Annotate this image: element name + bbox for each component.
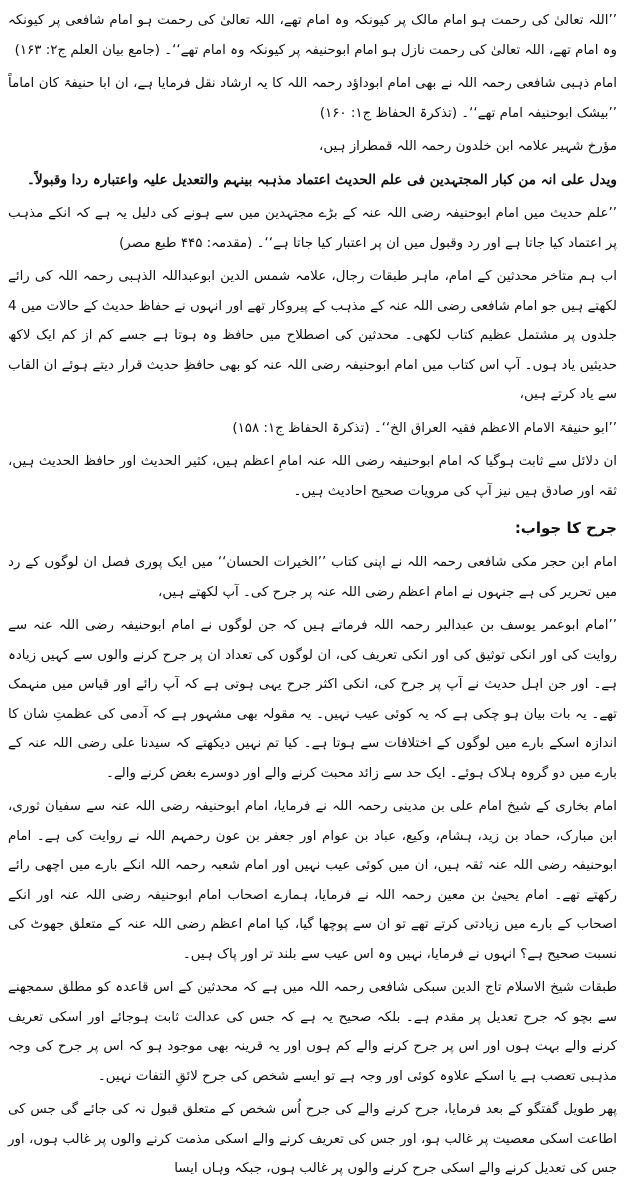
paragraph-yusuf-ibn-abdul-barr: ’’امام ابوعمر یوسف بن عبدالبر رحمہ اللہ فرماتے ہیں کہ جن لوگوں نے امام ابوحنیفہ رضی اللہ عنہ سے روایت کی اور انکی توثیق کی اور انکی تعریف کی، ان لوگوں کی تعداد ان پر جرح کرنے والوں سے کہیں زیادہ ہے۔ اور جن اہل حدیث نے آپ پر جرح کی، انکی اکثر جرح یہی ہوتی ہے کہ آپ رائے اور قیاس میں منہمک تھے۔ یہ بات بیان ہو چکی ہے کہ یہ کوئی عیب نہیں۔ یہ مقولہ بھی مشہور ہے کہ آدمی کی عظمتِ شان کا اندازہ اسکے بارے میں لوگوں کے اختلافات سے ہوتا ہے۔ کیا تم نہیں دیکھتے کہ سیدنا علی رضی اللہ عنہ کے بارے میں دو گروہ ہلاک ہوئے۔ ایک حد سے زائد محبت کرنے والے اور دوسرے بغض کرنے والے۔	[8, 618, 617, 781]
paragraph-tadhkira-quote: ’’ابو حنیفۃ الامام الاعظم فقیہ العراق الخ‘‘۔ (تذکرۃ الحفاظ ج۱: ۱۵۸)	[232, 420, 617, 436]
paragraph-ali-ibn-madini: امام بخاری کے شیخ امام علی بن مدینی رحمہ اللہ نے فرمایا، امام ابوحنیفہ رضی اللہ عنہ سے سفیان ثوری، ابن مبارک، حماد بن زید، ہشام، وکیع، عباد بن عوام اور جعفر بن عون رحمہم اللہ نے روایت کی ہے۔ امام ابوحنیفہ رضی اللہ عنہ ثقہ ہیں، ان میں کوئی عیب نہیں اور امام شعبہ رحمہ اللہ انکے بارے میں اچھی رائے رکھتے تھے۔ امام یحییٰ بن معین رحمہ اللہ نے فرمایا، ہمارے اصحاب امام ابوحنیفہ رضی اللہ عنہ اور انکے اصحاب کے بارے میں زیادتی کرتے تھے تو ان سے پوچھا گیا، کیا امام اعظم رضی اللہ عنہ کے متعلق جھوٹ کی نسبت صحیح ہے؟ انہوں نے فرمایا، نہیں وہ اس عیب سے بلند تر اور پاک ہیں۔	[8, 799, 617, 962]
paragraph-muqaddimah-translation: ’’علم حدیث میں امام ابوحنیفہ رضی اللہ عنہ کے بڑے مجتہدین میں سے ہونے کی دلیل یہ ہے کہ انکے مذہب پر اعتماد کیا جاتا ہے اور رد وقبول میں ان پر اعتبار کیا جاتا ہے‘‘۔ (مقدمہ: ۴۴۵ طبع مصر)	[8, 206, 617, 251]
paragraph-ibn-abdul-barr-quote: ’’اللہ تعالیٰ کی رحمت ہو امام مالک پر کیونکہ وہ امام تھے، اللہ تعالیٰ کی رحمت ہو امام شافعی پر کیونکہ وہ امام تھے، اللہ تعالیٰ کی رحمت نازل ہو امام ابوحنیفہ پر کیونکہ وہ امام تھے‘‘۔ (جامع بیان العلم ج۲: ۱۶۳)	[8, 13, 617, 58]
paragraph-arabic-quote: ویدل علی انہ من کبار المجتہدین فی علم الحدیث اعتماد مذہبہ بینہم والتعدیل علیہ واعتبارہ ردا وقبولاً۔	[27, 171, 617, 188]
paragraph-ibn-khaldun-intro: مؤرخ شہیر علامہ ابن خلدون رحمہ اللہ قمطراز ہیں،	[319, 139, 617, 154]
paragraph-long-discussion: پھر طویل گفتگو کے بعد فرمایا، جرح کرنے والے کی جرح اُس شخص کے متعلق قبول نہ کی جائے گی جس کی اطاعت اسکی معصیت پر غالب ہو، اور جس کی تعریف کرنے والے اسکی مذمت کرنے والوں پر غالب ہوں، اور جس کی تعدیل کرنے والے اسکی جرح کرنے والوں پر غالب ہوں، جبکہ وہاں ایسا	[8, 1102, 617, 1176]
paragraph-tabaqat-subki: طبقات شیخ الاسلام تاج الدین سبکی شافعی رحمہ اللہ میں ہے کہ محدثین کے اس قاعدہ کو مطلق سمجھنے سے بچو کہ جرح تعدیل پر مقدم ہے۔ بلکہ صحیح یہ ہے کہ جس کی عدالت ثابت ہوجائے اور اسکی تعریف کرنے والے بہت ہوں اور اس پر جرح کرنے والے کم ہوں اور یہ قرینہ بھی موجود ہو کہ اس پر جرح کی وجہ مذہبی تعصب ہے یا اسکے علاوہ کوئی اور وجہ ہے تو ایسے شخص کی جرح لائقِ التفات نہیں۔	[8, 980, 617, 1084]
paragraph-zahabi-tadhkira: اب ہم متاخر محدثین کے امام، ماہر طبقات رجال، علامہ شمس الدین ابوعبداللہ الذہبی رحمہ اللہ کی رائے لکھتے ہیں جو امام شافعی رضی اللہ عنہ کے مذہب کے پیروکار تھے اور انہوں نے حفاظ حدیث کے حالات میں 4 جلدوں پر مشتمل عظیم کتاب لکھی۔ محدثین کی اصطلاح میں حافظ وہ ہوتا ہے جسے کم از کم ایک لاکھ حدیثیں یاد ہوں۔ آپ اس کتاب میں امام ابوحنیفہ رضی اللہ عنہ کو بھی حافظِ حدیث قرار دیتے ہوئے ان القاب سے یاد کرتے ہیں،	[8, 269, 617, 402]
section-heading-jarh-reply: جرح کا جواب:	[514, 519, 617, 537]
paragraph-zahabi-abudawud: امام ذہبی شافعی رحمہ اللہ نے بھی امام ابوداؤد رحمہ اللہ کا یہ ارشاد نقل فرمایا ہے، ان ابا حنیفۃ کان اماماً ’’بیشک ابوحنیفہ امام تھے‘‘۔ (تذکرۃ الحفاظ ج۱: ۱۶۰)	[8, 76, 617, 121]
paragraph-ibn-hajar-makki: امام ابن حجر مکی شافعی رحمہ اللہ نے اپنی کتاب ’’الخیرات الحسان‘‘ میں ایک پوری فصل ان لوگوں کے رد میں تحریر کی ہے جنہوں نے امام اعظم رضی اللہ عنہ پر جرح کی۔ آپ لکھتے ہیں،	[8, 555, 617, 600]
document-page	[8, 6, 617, 1176]
paragraph-conclusion: ان دلائل سے ثابت ہوگیا کہ امام ابوحنیفہ رضی اللہ عنہ امامِ اعظم ہیں، کثیر الحدیث اور حافظ الحدیث ہیں، ثقہ اور صادق ہیں نیز آپ کی مرویات صحیح احادیث ہیں۔	[8, 454, 617, 499]
